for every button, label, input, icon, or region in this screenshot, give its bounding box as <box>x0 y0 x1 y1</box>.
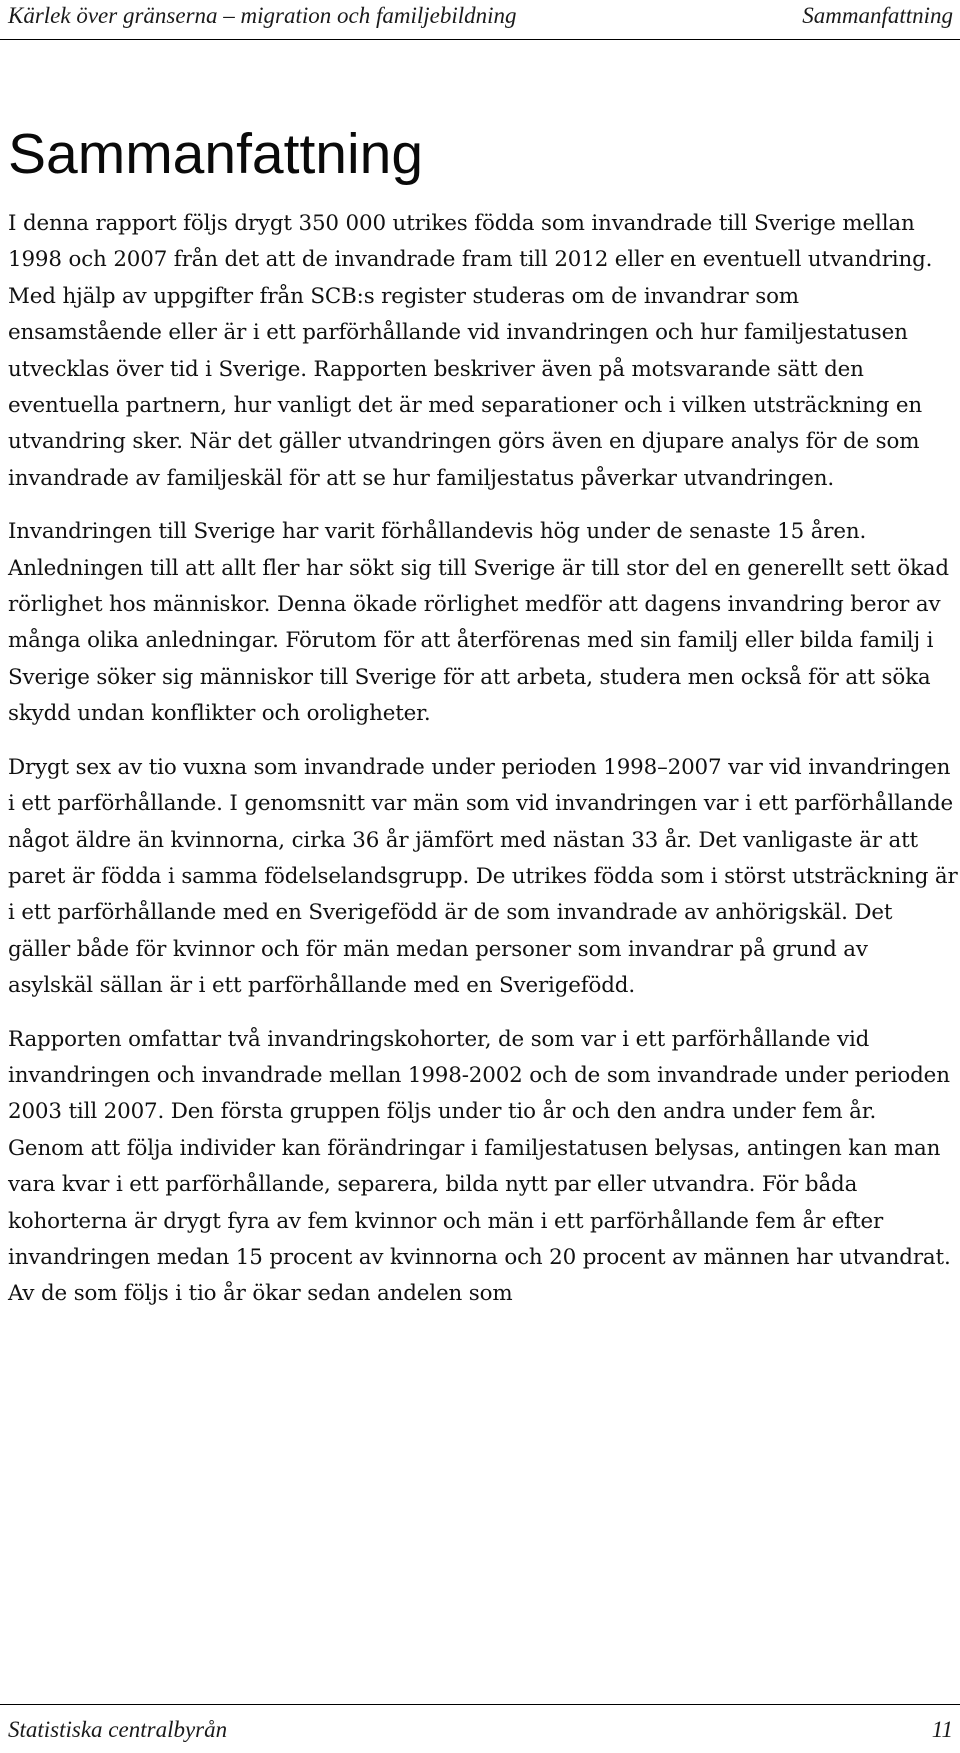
paragraph-cohorts: Rapporten omfattar två invandringskohorter, de som var i ett parförhållande vid invandringen och invandrade mellan 1998-2002 och de som invandrade under perioden 2003 till 2007. Den första gruppen följs under tio år och den andra under fem år. Genom att följa individer kan förändringar i familjestatusen belysas, antingen kan man vara kvar i ett parförhållande, separera, bilda nytt par eller utvandra. För båda kohorterna är drygt fyra av fem kvinnor och män i ett parförhållande fem år efter invandringen medan 15 procent av kvinnorna och 20 procent av männen har utvandrat. Av de som följs i tio år ökar sedan andelen som <box>8 1026 951 1307</box>
running-header <box>8 0 953 32</box>
header-divider <box>0 39 960 40</box>
footer-publisher: Statistiska centralbyrån <box>8 1717 228 1742</box>
paragraph-immigration-background: Invandringen till Sverige har varit förhållandevis hög under de senaste 15 åren. Anledningen till att allt fler har sökt sig till Sverige är till stor del en generellt sett ökad rörlighet hos människor. Denna ökade rörlighet medför att dagens invandring beror av många olika anledningar. Förutom för att återförenas med sin familj eller bilda familj i Sverige söker sig människor till Sverige för att arbeta, studera men också för att söka skydd undan konflikter och oroligheter. <box>8 519 949 727</box>
running-footer <box>8 1717 953 1743</box>
page-number: 11 <box>931 1717 953 1742</box>
header-section-title: Sammanfattning <box>802 3 953 28</box>
page-title: Sammanfattning <box>8 122 424 186</box>
header-report-title: Kärlek över gränserna – migration och familjebildning <box>8 3 517 28</box>
paragraph-relationship-status: Drygt sex av tio vuxna som invandrade under perioden 1998–2007 var vid invandringen i ett parförhållande. I genomsnitt var män som vid invandringen var i ett parförhållande något äldre än kvinnorna, cirka 36 år jämfört med nästan 33 år. Det vanligaste är att paret är födda i samma födelselandsgrupp. De utrikes födda som i störst utsträckning är i ett parförhållande med en Sverigefödd är de som invandrade av anhörigskäl. Det gäller både för kvinnor och för män medan personer som invandrar på grund av asylskäl sällan är i ett parförhållande med en Sverigefödd. <box>8 754 958 999</box>
body-text <box>8 206 958 1313</box>
paragraph-intro: I denna rapport följs drygt 350 000 utrikes födda som invandrade till Sverige mellan 1998 och 2007 från det att de invandrade fram till 2012 eller en eventuell utvandring. Med hjälp av uppgifter från SCB:s register studeras om de invandrar som ensamstående eller är i ett parförhållande vid invandringen och hur familjestatusen utvecklas över tid i Sverige. Rapporten beskriver även på motsvarande sätt den eventuella partnern, hur vanligt det är med separationer och i vilken utsträckning en utvandring sker. När det gäller utvandringen görs även en djupare analys för de som invandrade av familjeskäl för att se hur familjestatus påverkar utvandringen. <box>8 211 933 491</box>
footer-divider <box>0 1704 960 1705</box>
